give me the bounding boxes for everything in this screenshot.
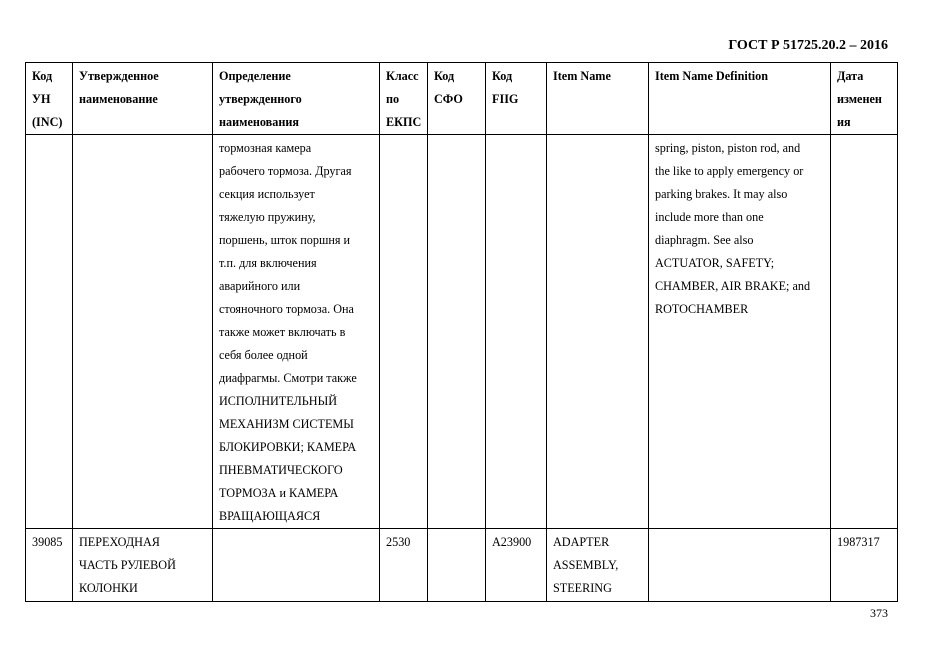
page-number: 373 [870, 606, 888, 620]
text-line: ЧАСТЬ РУЛЕВОЙ [79, 558, 176, 572]
text-line: секция использует [219, 187, 315, 201]
cell-inc: 39085 [26, 529, 73, 602]
text-line: т.п. для включения [219, 256, 317, 270]
text-line: тяжелую пружину, [219, 210, 316, 224]
text-line: тормозная камера [219, 141, 312, 155]
text-line: себя более одной [219, 348, 308, 362]
text-line: parking brakes. It may also [655, 187, 788, 201]
cell-approved-name [73, 529, 213, 602]
header-sfo-code: Код СФО [428, 63, 486, 135]
cell-fiig-code: A23900 [486, 529, 547, 602]
header-fiig-code: Код FIIG [486, 63, 547, 135]
cell-item-name [547, 529, 649, 602]
text-line: ИСПОЛНИТЕЛЬНЫЙ [219, 394, 338, 408]
header-class: Класс по ЕКПС [380, 63, 428, 135]
text-line: include more than one [655, 210, 764, 224]
text-line: diaphragm. See also [655, 233, 754, 247]
cell-item-name-definition [649, 529, 831, 602]
text-line: ACTUATOR, SAFETY; [655, 256, 775, 270]
text-line: ТОРМОЗА и КАМЕРА [219, 486, 339, 500]
table-header-row [26, 63, 898, 135]
cell-item-name [547, 135, 649, 529]
text-line: КОЛОНКИ [79, 581, 138, 595]
text-line: CHAMBER, AIR BRAKE; and [655, 279, 811, 293]
catalog-table [25, 62, 898, 602]
text-line: ROTOCHAMBER [655, 302, 749, 316]
cell-change-date [831, 135, 898, 529]
text-line: аварийного или [219, 279, 301, 293]
text-line: ASSEMBLY, [553, 558, 619, 572]
text-line: также может включать в [219, 325, 346, 339]
header-inc: Код УН (INC) [26, 63, 73, 135]
cell-approved-name [73, 135, 213, 529]
text-line: ВРАЩАЮЩАЯСЯ [219, 509, 321, 523]
text-line: рабочего тормоза. Другая [219, 164, 352, 178]
header-definition: Определение утвержденного наименования [213, 63, 380, 135]
text-line: STEERING [553, 581, 612, 595]
text-line: поршень, шток поршня и [219, 233, 351, 247]
text-line: диафрагмы. Смотри также [219, 371, 357, 385]
text-line: МЕХАНИЗМ СИСТЕМЫ [219, 417, 354, 431]
cell-inc [26, 135, 73, 529]
cell-item-name-definition [649, 135, 831, 529]
table-row [26, 135, 898, 529]
cell-sfo-code [428, 135, 486, 529]
cell-class: 2530 [380, 529, 428, 602]
cell-class [380, 135, 428, 529]
text-line: ПНЕВМАТИЧЕСКОГО [219, 463, 343, 477]
cell-definition-ru [213, 529, 380, 602]
cell-fiig-code [486, 135, 547, 529]
header-approved-name: Утвержденное наименование [73, 63, 213, 135]
document-standard-code: ГОСТ Р 51725.20.2 – 2016 [728, 38, 888, 53]
text-line: БЛОКИРОВКИ; КАМЕРА [219, 440, 357, 454]
header-item-name: Item Name [547, 63, 649, 135]
text-line: the like to apply emergency or [655, 164, 804, 178]
text-line: ПЕРЕХОДНАЯ [79, 535, 160, 549]
text-line: стояночного тормоза. Она [219, 302, 354, 316]
header-item-name-definition: Item Name Definition [649, 63, 831, 135]
cell-definition-ru [213, 135, 380, 529]
text-line: ADAPTER [553, 535, 610, 549]
text-line: spring, piston, piston rod, and [655, 141, 801, 155]
header-change-date: Дата изменен ия [831, 63, 898, 135]
table-row [26, 529, 898, 602]
cell-sfo-code [428, 529, 486, 602]
cell-change-date: 1987317 [831, 529, 898, 602]
